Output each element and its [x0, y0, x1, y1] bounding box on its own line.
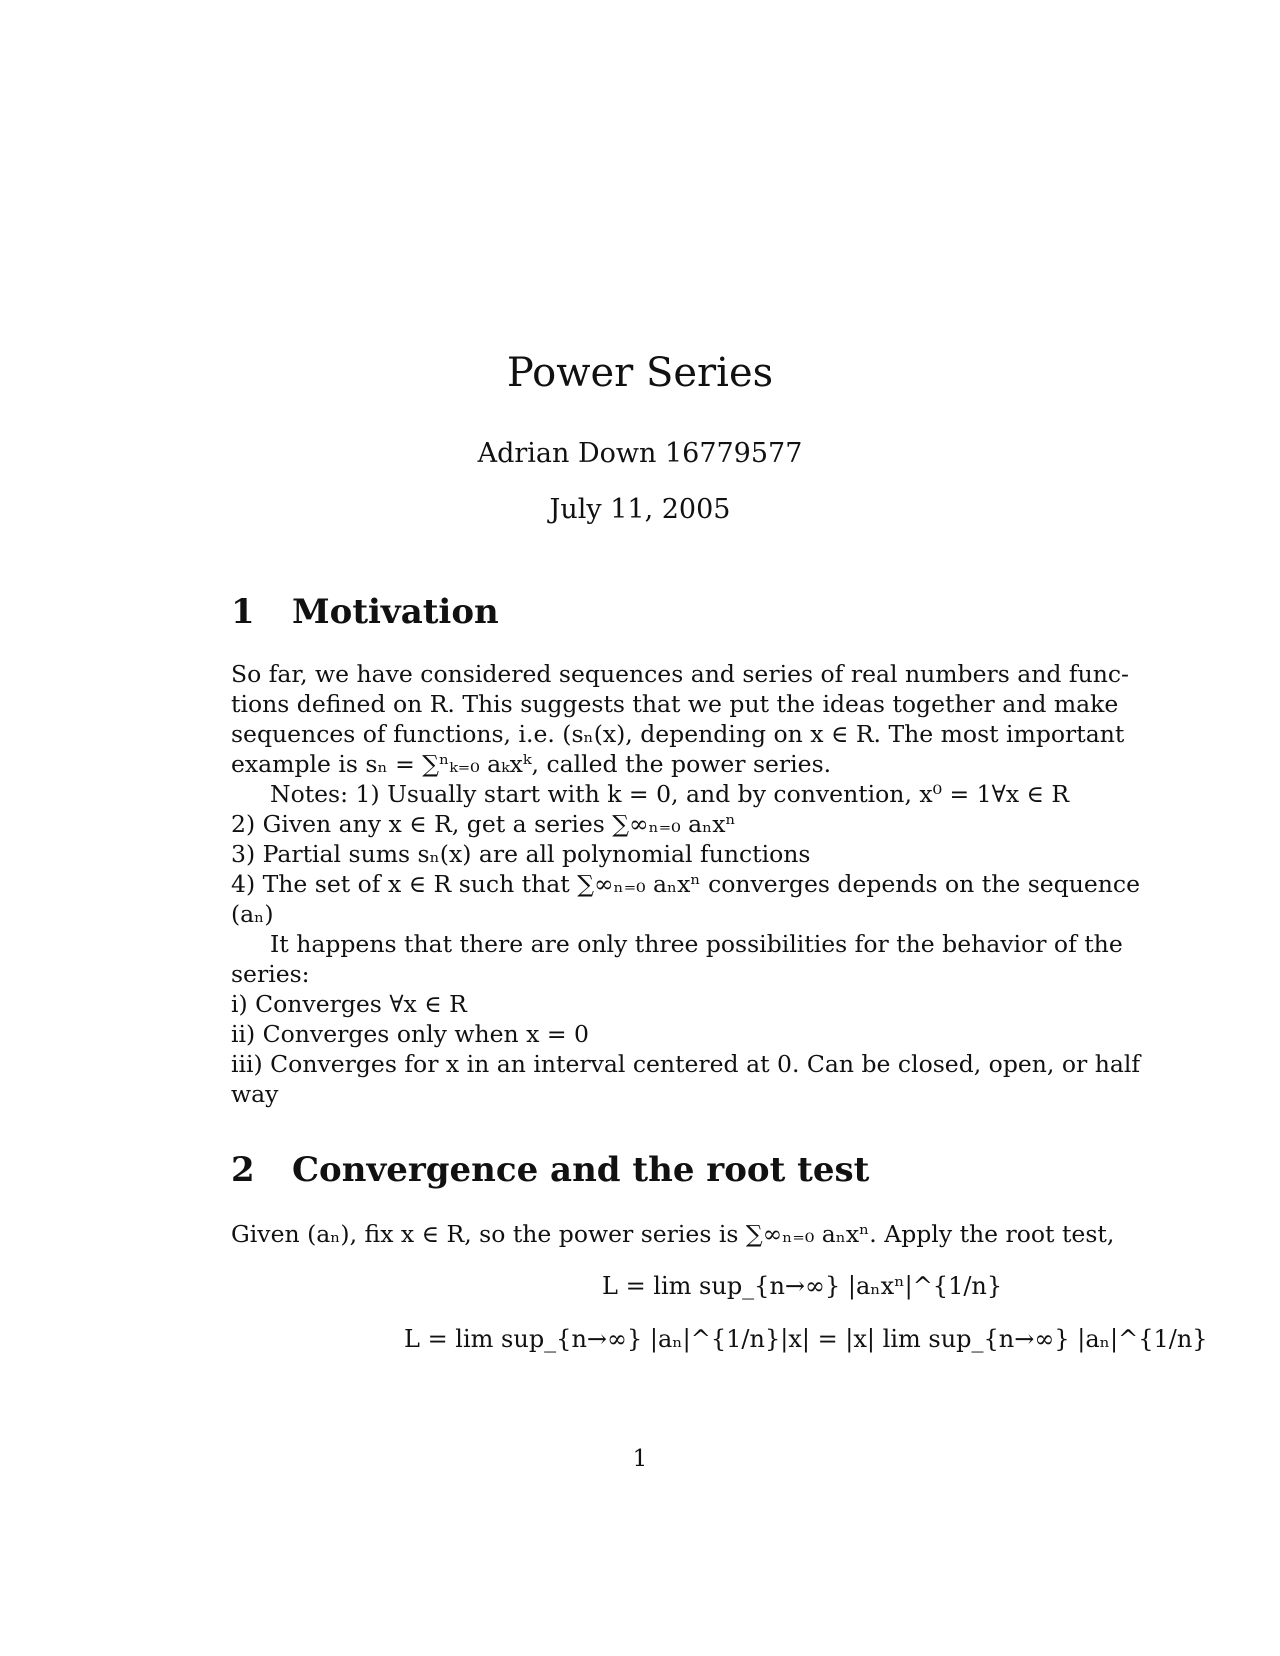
list-item: iii) Converges for x in an interval centered at 0. Can be closed, open, or half	[231, 1050, 1141, 1078]
equation-1: L = lim sup_{n→∞} |aₙxⁿ|^{1/n}	[602, 1272, 1003, 1300]
section-1-title: Motivation	[292, 592, 499, 632]
paragraph-line: It happens that there are only three possibilities for the behavior of the	[270, 930, 1123, 958]
notes-line: 2) Given any x ∈ R, get a series ∑∞ₙ₌₀ aₙxⁿ	[231, 810, 736, 838]
equation-2: L = lim sup_{n→∞} |aₙ|^{1/n}|x| = |x| lim sup_{n→∞} |aₙ|^{1/n}	[404, 1325, 1208, 1353]
document-title: Power Series	[506, 350, 774, 396]
list-item: ii) Converges only when x = 0	[231, 1020, 589, 1048]
paragraph-line: So far, we have considered sequences and series of real numbers and func-	[231, 660, 1129, 688]
section-2-title: Convergence and the root test	[292, 1150, 870, 1190]
notes-line: (aₙ)	[231, 900, 274, 928]
document-author: Adrian Down 16779577	[477, 438, 803, 469]
page-number: 1	[632, 1446, 648, 1472]
paragraph-line: tions defined on R. This suggests that we put the ideas together and make	[231, 690, 1119, 718]
paragraph-line: sequences of functions, i.e. (sₙ(x), depending on x ∈ R. The most important	[231, 720, 1125, 748]
paragraph-line: series:	[231, 960, 310, 988]
paragraph-line: example is sₙ = ∑ⁿₖ₌₀ aₖxᵏ, called the power series.	[231, 750, 832, 778]
notes-line: 3) Partial sums sₙ(x) are all polynomial functions	[231, 840, 811, 868]
list-item: i) Converges ∀x ∈ R	[231, 990, 467, 1018]
section-2-number: 2	[231, 1150, 255, 1190]
document-date: July 11, 2005	[549, 494, 731, 525]
notes-line: Notes: 1) Usually start with k = 0, and by convention, x⁰ = 1∀x ∈ R	[270, 780, 1070, 808]
section-1-number: 1	[231, 592, 255, 632]
paragraph-line: Given (aₙ), fix x ∈ R, so the power series is ∑∞ₙ₌₀ aₙxⁿ. Apply the root test,	[231, 1220, 1115, 1248]
list-item: way	[231, 1080, 279, 1108]
notes-line: 4) The set of x ∈ R such that ∑∞ₙ₌₀ aₙxⁿ converges depends on the sequence	[231, 870, 1140, 898]
